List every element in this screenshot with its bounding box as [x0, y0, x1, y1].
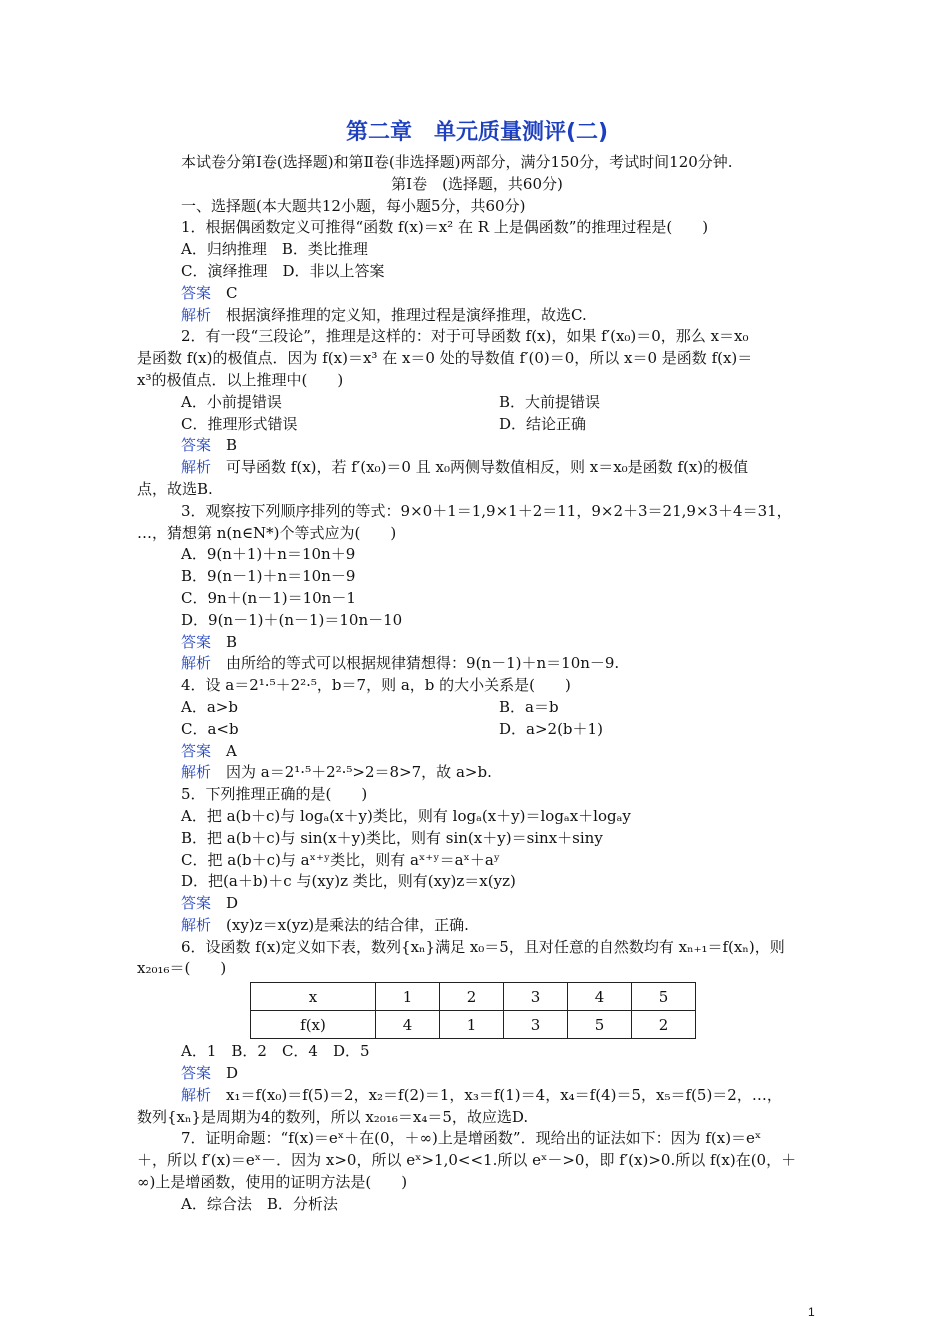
q2-answer-value: B — [226, 436, 238, 455]
q2-stem-1: 2．有一段“三段论”，推理是这样的：对于可导函数 f(x)，如果 f′(x₀)＝0，那么 x＝x₀ — [181, 327, 749, 346]
q5-option-d: D．把(a＋b)＋c 与(xy)z 类比，则有(xy)z＝x(yz) — [181, 872, 516, 891]
intro-text: 本试卷分第Ⅰ卷(选择题)和第Ⅱ卷(非选择题)两部分，满分150分，考试时间120分钟. — [181, 153, 733, 171]
q5-option-c: C．把 a(b＋c)与 aˣ⁺ʸ类比，则有 aˣ⁺ʸ＝aˣ＋aʸ — [181, 850, 501, 869]
page-title: 第二章 单元质量测评(二) — [345, 120, 609, 145]
q4-answer-value: A — [226, 741, 237, 760]
analysis-label: 解析 — [181, 915, 212, 934]
q2-option-d: D．结论正确 — [499, 414, 587, 433]
q3-option-b: B．9(n－1)＋n＝10n－9 — [181, 567, 356, 586]
table-header-fx: f(x) — [251, 1011, 376, 1039]
q6-analysis — [137, 1085, 817, 1107]
analysis-label: 解析 — [181, 305, 212, 324]
q5-option-b: B．把 a(b＋c)与 sin(x＋y)类比，则有 sin(x＋y)＝sinx＋siny — [181, 828, 603, 847]
q4-options-row-2 — [137, 719, 817, 741]
answer-label: 答案 — [181, 741, 212, 760]
q1-answer — [137, 283, 817, 305]
q4-options-row-1 — [137, 697, 817, 719]
section-heading: 一、选择题(本大题共12小题，每小题5分，共60分) — [181, 196, 526, 215]
document-page — [137, 118, 817, 1216]
q2-analysis-text-1: 可导函数 f(x)，若 f′(x₀)＝0 且 x₀两侧导数值相反，则 x＝x₀是函数 f(x)的极值 — [226, 458, 749, 477]
part-heading: 第Ⅰ卷 (选择题，共60分) — [391, 174, 563, 193]
table-cell: 2 — [440, 983, 504, 1011]
q5-answer — [137, 893, 817, 915]
q2-option-b: B．大前提错误 — [499, 392, 601, 411]
q3-analysis — [137, 653, 817, 675]
q4-option-b: B．a＝b — [499, 697, 559, 716]
q4-option-c: C．a<b — [181, 719, 239, 738]
q1-analysis — [137, 305, 817, 327]
q5-option-a: A．把 a(b＋c)与 logₐ(x＋y)类比，则有 logₐ(x＋y)＝logₐx＋logₐy — [181, 806, 631, 825]
q3-option-a: A．9(n＋1)＋n＝10n＋9 — [181, 545, 356, 564]
q6-answer-value: D — [226, 1064, 239, 1083]
q5-analysis-text: (xy)z＝x(yz)是乘法的结合律，正确. — [226, 915, 469, 934]
table-cell: 3 — [504, 1011, 568, 1039]
q3-stem-2: …，猜想第 n(n∈N*)个等式应为( ) — [137, 523, 397, 542]
q5-stem: 5．下列推理正确的是( ) — [181, 785, 368, 804]
table-cell: 1 — [440, 1011, 504, 1039]
q6-analysis-text-1: x₁＝f(x₀)＝f(5)＝2，x₂＝f(2)＝1，x₃＝f(1)＝4，x₄＝f(4)＝5，x₅＝f(5)＝2，…， — [226, 1085, 782, 1104]
q4-analysis — [137, 762, 817, 784]
q7-options: A．综合法 B．分析法 — [181, 1194, 338, 1213]
q5-analysis — [137, 915, 817, 937]
analysis-label: 解析 — [181, 1085, 212, 1104]
q2-stem-3: x³的极值点．以上推理中( ) — [137, 370, 344, 389]
q2-options-row-2 — [137, 414, 817, 436]
q6-analysis-text-2: 数列{xₙ}是周期为4的数列，所以 x₂₀₁₆＝x₄＝5，故应选D. — [137, 1107, 529, 1126]
q2-analysis-text-2: 点，故选B. — [137, 479, 213, 498]
table-cell: 3 — [504, 983, 568, 1011]
analysis-label: 解析 — [181, 654, 212, 673]
q6-answer — [137, 1063, 817, 1085]
q1-options-ab: A．归纳推理 B．类比推理 — [181, 240, 368, 259]
q4-answer — [137, 741, 817, 763]
q4-option-d: D．a>2(b＋1) — [499, 719, 603, 738]
analysis-label: 解析 — [181, 458, 212, 477]
q2-analysis — [137, 457, 817, 479]
table-row — [251, 1011, 696, 1039]
answer-label: 答案 — [181, 1064, 212, 1083]
q7-stem-3: ∞)上是增函数，使用的证明方法是( ) — [137, 1173, 408, 1192]
q4-analysis-text: 因为 a＝2¹·⁵＋2²·⁵>2＝8>7，故 a>b. — [226, 763, 492, 782]
q7-stem-1: 7．证明命题：“f(x)＝eˣ＋在(0，＋∞)上是增函数”．现给出的证法如下：因为 f(x)＝eˣ — [181, 1129, 762, 1148]
q2-answer — [137, 435, 817, 457]
q2-stem-2: 是函数 f(x)的极值点．因为 f(x)＝x³ 在 x＝0 处的导数值 f′(0)＝0，所以 x＝0 是函数 f(x)＝ — [137, 349, 753, 368]
q3-analysis-text: 由所给的等式可以根据规律猜想得：9(n－1)＋n＝10n－9. — [226, 654, 620, 673]
table-cell: 4 — [376, 1011, 440, 1039]
answer-label: 答案 — [181, 436, 212, 455]
q6-options: A．1 B．2 C．4 D．5 — [181, 1042, 370, 1061]
q4-option-a: A．a>b — [181, 697, 238, 716]
answer-label: 答案 — [181, 632, 212, 651]
q2-option-a: A．小前提错误 — [181, 392, 282, 411]
q1-answer-value: C — [226, 283, 238, 302]
table-cell: 1 — [376, 983, 440, 1011]
table-cell: 5 — [632, 983, 696, 1011]
q3-option-d: D．9(n－1)＋(n－1)＝10n－10 — [181, 610, 403, 629]
answer-label: 答案 — [181, 894, 212, 913]
table-header-x: x — [251, 983, 376, 1011]
q2-option-c: C．推理形式错误 — [181, 414, 298, 433]
q4-stem: 4．设 a＝2¹·⁵＋2²·⁵，b＝7，则 a，b 的大小关系是( ) — [181, 676, 571, 695]
q3-answer — [137, 632, 817, 654]
table-row — [251, 983, 696, 1011]
q1-stem: 1．根据偶函数定义可推得“函数 f(x)＝x² 在 R 上是偶函数”的推理过程是( ) — [181, 218, 709, 237]
q3-stem-1: 3．观察按下列顺序排列的等式：9×0＋1＝1,9×1＋2＝11，9×2＋3＝21,9×3＋4＝31， — [181, 501, 792, 520]
analysis-label: 解析 — [181, 763, 212, 782]
q7-stem-2: ＋，所以 f′(x)＝eˣ－．因为 x>0，所以 eˣ>1,0<<1.所以 eˣ－>0，即 f′(x)>0.所以 f(x)在(0，＋ — [137, 1151, 797, 1170]
table-cell: 5 — [568, 1011, 632, 1039]
q1-options-cd: C．演绎推理 D．非以上答案 — [181, 261, 385, 280]
function-table — [250, 982, 696, 1039]
q3-option-c: C．9n＋(n－1)＝10n－1 — [181, 588, 356, 607]
table-cell: 4 — [568, 983, 632, 1011]
q2-options-row-1 — [137, 392, 817, 414]
page-number: 1 — [808, 1305, 815, 1319]
q5-answer-value: D — [226, 894, 239, 913]
table-cell: 2 — [632, 1011, 696, 1039]
q1-analysis-text: 根据演绎推理的定义知，推理过程是演绎推理，故选C. — [226, 305, 587, 324]
q6-stem-1: 6．设函数 f(x)定义如下表，数列{xₙ}满足 x₀＝5，且对任意的自然数均有 xₙ₊₁＝f(xₙ)，则 — [181, 937, 785, 956]
answer-label: 答案 — [181, 283, 212, 302]
q6-stem-2: x₂₀₁₆＝( ) — [137, 959, 227, 978]
q3-answer-value: B — [226, 632, 238, 651]
